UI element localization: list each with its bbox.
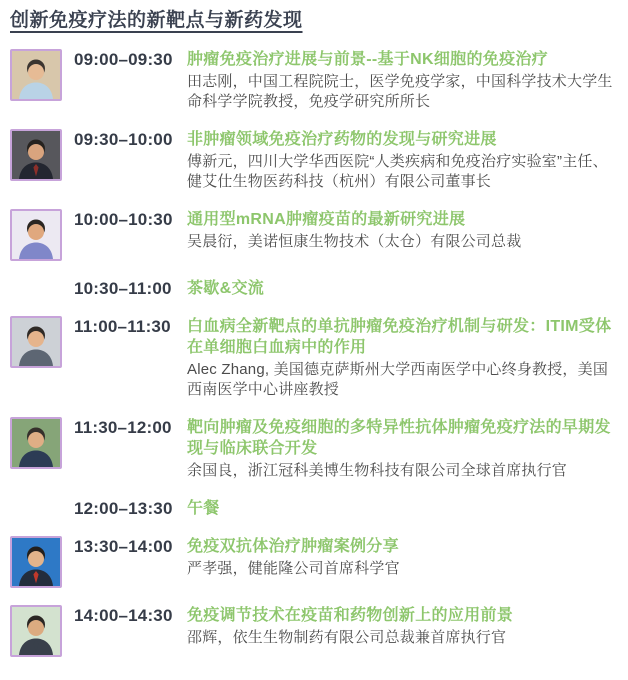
speaker-photo	[10, 536, 62, 588]
session-title: 茶歇&交流	[187, 279, 265, 297]
session-content	[187, 536, 620, 579]
page-title: 创新免疫疗法的新靶点与新药发现	[10, 10, 303, 31]
agenda-row	[10, 316, 620, 400]
photo-column	[10, 417, 62, 469]
agenda-row	[10, 498, 620, 519]
session-content	[187, 209, 620, 252]
session-speaker: 严孝强，健能隆公司首席科学官	[187, 559, 400, 577]
person-avatar-icon	[12, 419, 60, 467]
session-title: 白血病全新靶点的单抗肿瘤免疫治疗机制与研发：ITIM受体在单细胞白血病中的作用	[187, 317, 612, 356]
speaker-photo	[10, 49, 62, 101]
speaker-photo	[10, 316, 62, 368]
photo-column	[10, 209, 62, 261]
agenda-row	[10, 417, 620, 481]
agenda-row	[10, 129, 620, 192]
person-avatar-icon	[12, 538, 60, 586]
photo-column	[10, 129, 62, 181]
session-speaker: 邵辉，依生生物制药有限公司总裁兼首席执行官	[187, 628, 507, 646]
session-speaker: 余国良，浙江冠科美博生物科技有限公司全球首席执行官	[187, 461, 568, 479]
session-title: 通用型mRNA肿瘤疫苗的最新研究进展	[187, 210, 466, 228]
session-speaker: 吴晨衍，美诺恒康生物技术（太仓）有限公司总裁	[187, 232, 522, 250]
speaker-photo	[10, 209, 62, 261]
session-speaker: 傅新元，四川大学华西医院“人类疾病和免疫治疗实验室”主任、健艾仕生物医药科技（杭州）有限公司董事长	[187, 152, 608, 190]
session-content	[187, 498, 620, 519]
agenda-row	[10, 278, 620, 299]
session-content	[187, 417, 620, 481]
session-time: 09:30–10:00	[74, 129, 173, 149]
session-time: 10:30–11:00	[74, 278, 172, 298]
photo-column	[10, 605, 62, 657]
person-avatar-icon	[12, 318, 60, 366]
session-content	[187, 605, 620, 648]
session-title: 午餐	[187, 499, 220, 517]
agenda-row	[10, 605, 620, 657]
session-time: 09:00–09:30	[74, 49, 173, 69]
session-title: 免疫双抗体治疗肿瘤案例分享	[187, 537, 399, 555]
agenda-row	[10, 49, 620, 112]
session-time: 11:30–12:00	[74, 417, 172, 437]
agenda-row	[10, 209, 620, 261]
photo-column	[10, 536, 62, 588]
session-title: 肿瘤免疫治疗进展与前景--基于NK细胞的免疫治疗	[187, 50, 548, 68]
photo-column	[10, 316, 62, 368]
session-title: 免疫调节技术在疫苗和药物创新上的应用前景	[187, 606, 514, 624]
speaker-photo	[10, 605, 62, 657]
session-speaker: Alec Zhang, 美国德克萨斯州大学西南医学中心终身教授，美国西南医学中心讲座教授	[187, 360, 609, 398]
photo-column	[10, 49, 62, 101]
agenda-row	[10, 536, 620, 588]
person-avatar-icon	[12, 211, 60, 259]
session-time: 13:30–14:00	[74, 536, 173, 556]
session-speaker: 田志刚，中国工程院院士，医学免疫学家，中国科学技术大学生命科学学院教授，免疫学研究所所长	[187, 72, 613, 110]
session-content	[187, 278, 620, 299]
person-avatar-icon	[12, 131, 60, 179]
session-content	[187, 129, 620, 192]
session-time: 11:00–11:30	[74, 316, 171, 336]
agenda-list	[10, 49, 620, 657]
session-content	[187, 316, 620, 400]
session-content	[187, 49, 620, 112]
session-time: 14:00–14:30	[74, 605, 173, 625]
session-time: 12:00–13:30	[74, 498, 173, 518]
session-title: 非肿瘤领域免疫治疗药物的发现与研究进展	[187, 130, 497, 148]
person-avatar-icon	[12, 607, 60, 655]
speaker-photo	[10, 417, 62, 469]
session-title: 靶向肿瘤及免疫细胞的多特异性抗体肿瘤免疫疗法的早期发现与临床联合开发	[187, 418, 611, 457]
speaker-photo	[10, 129, 62, 181]
person-avatar-icon	[12, 51, 60, 99]
session-time: 10:00–10:30	[74, 209, 173, 229]
